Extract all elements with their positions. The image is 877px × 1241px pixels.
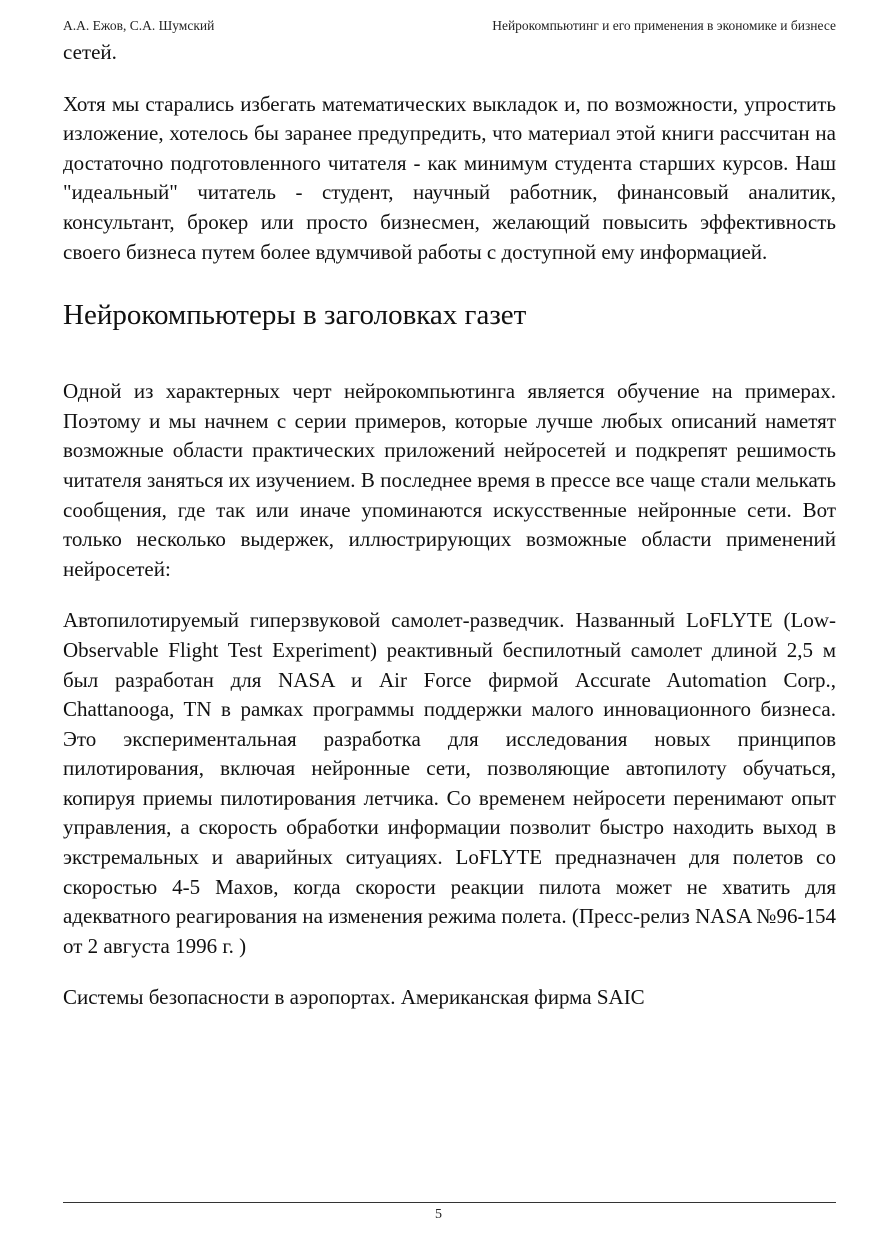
page-content — [63, 38, 836, 1035]
header-authors: А.А. Ежов, С.А. Шумский — [63, 18, 215, 33]
paragraph-reader-audience: Хотя мы старались избегать математических выкладок и, по возможности, упростить изложение, хотелось бы заранее предупредить, что материал этой книги рассчитан на достаточно подготовленного читателя - как минимум студента старших курсов. Наш "идеальный" читатель - студент, научный работник, финансовый аналитик, консультант, брокер или просто бизнесмен, желающий повысить эффективность своего бизнеса путем более вдумчивой работы с доступной ему информацией. — [63, 91, 836, 264]
running-header — [63, 16, 836, 36]
footer-divider — [63, 1202, 836, 1203]
paragraph-airport-security: Системы безопасности в аэропортах. Американская фирма SAIC — [63, 985, 645, 1010]
header-book-title: Нейрокомпьютинг и его применения в экономике и бизнесе — [492, 18, 836, 33]
paragraph-examples-intro: Одной из характерных черт нейрокомпьютинга является обучение на примерах. Поэтому и мы начнем с серии примеров, которые лучше любых описаний наметят возможные области практических приложений нейросетей и подкрепят решимость читателя заняться их изучением. В последнее время в прессе все чаще стали мелькать сообщения, где так или иначе упоминаются искусственные нейронные сети. Вот только несколько выдержек, иллюстрирующих возможные области применений нейросетей: — [63, 379, 836, 581]
paragraph-loflyte: Автопилотируемый гиперзвуковой самолет-разведчик. Названный LoFLYTE (Low-Observable Flight Test Experiment) реактивный беспилотный самолет длиной 2,5 м был разработан для NASA и Air Force фирмой Accurate Automation Corp., Chattanooga, TN в рамках программы поддержки малого инновационного бизнеса. Это экспериментальная разработка для исследования новых принципов пилотирования, включая нейронные сети, позволяющие автопилоту обучаться, копируя приемы пилотирования летчика. Со временем нейросети перенимают опыт управления, а скорость обработки информации позволит быстро находить выход в экстремальных и аварийных ситуациях. LoFLYTE предназначен для полетов со скоростью 4-5 Махов, когда скорости реакции пилота может не хватить для адекватного реагирования на изменения режима полета. (Пресс-релиз NASA №96-154 от 2 августа 1996 г. ) — [63, 608, 836, 958]
paragraph-continuation: сетей. — [63, 40, 117, 64]
section-heading: Нейрокомпьютеры в заголовках газет — [63, 299, 527, 332]
page-number: 5 — [435, 1207, 442, 1222]
